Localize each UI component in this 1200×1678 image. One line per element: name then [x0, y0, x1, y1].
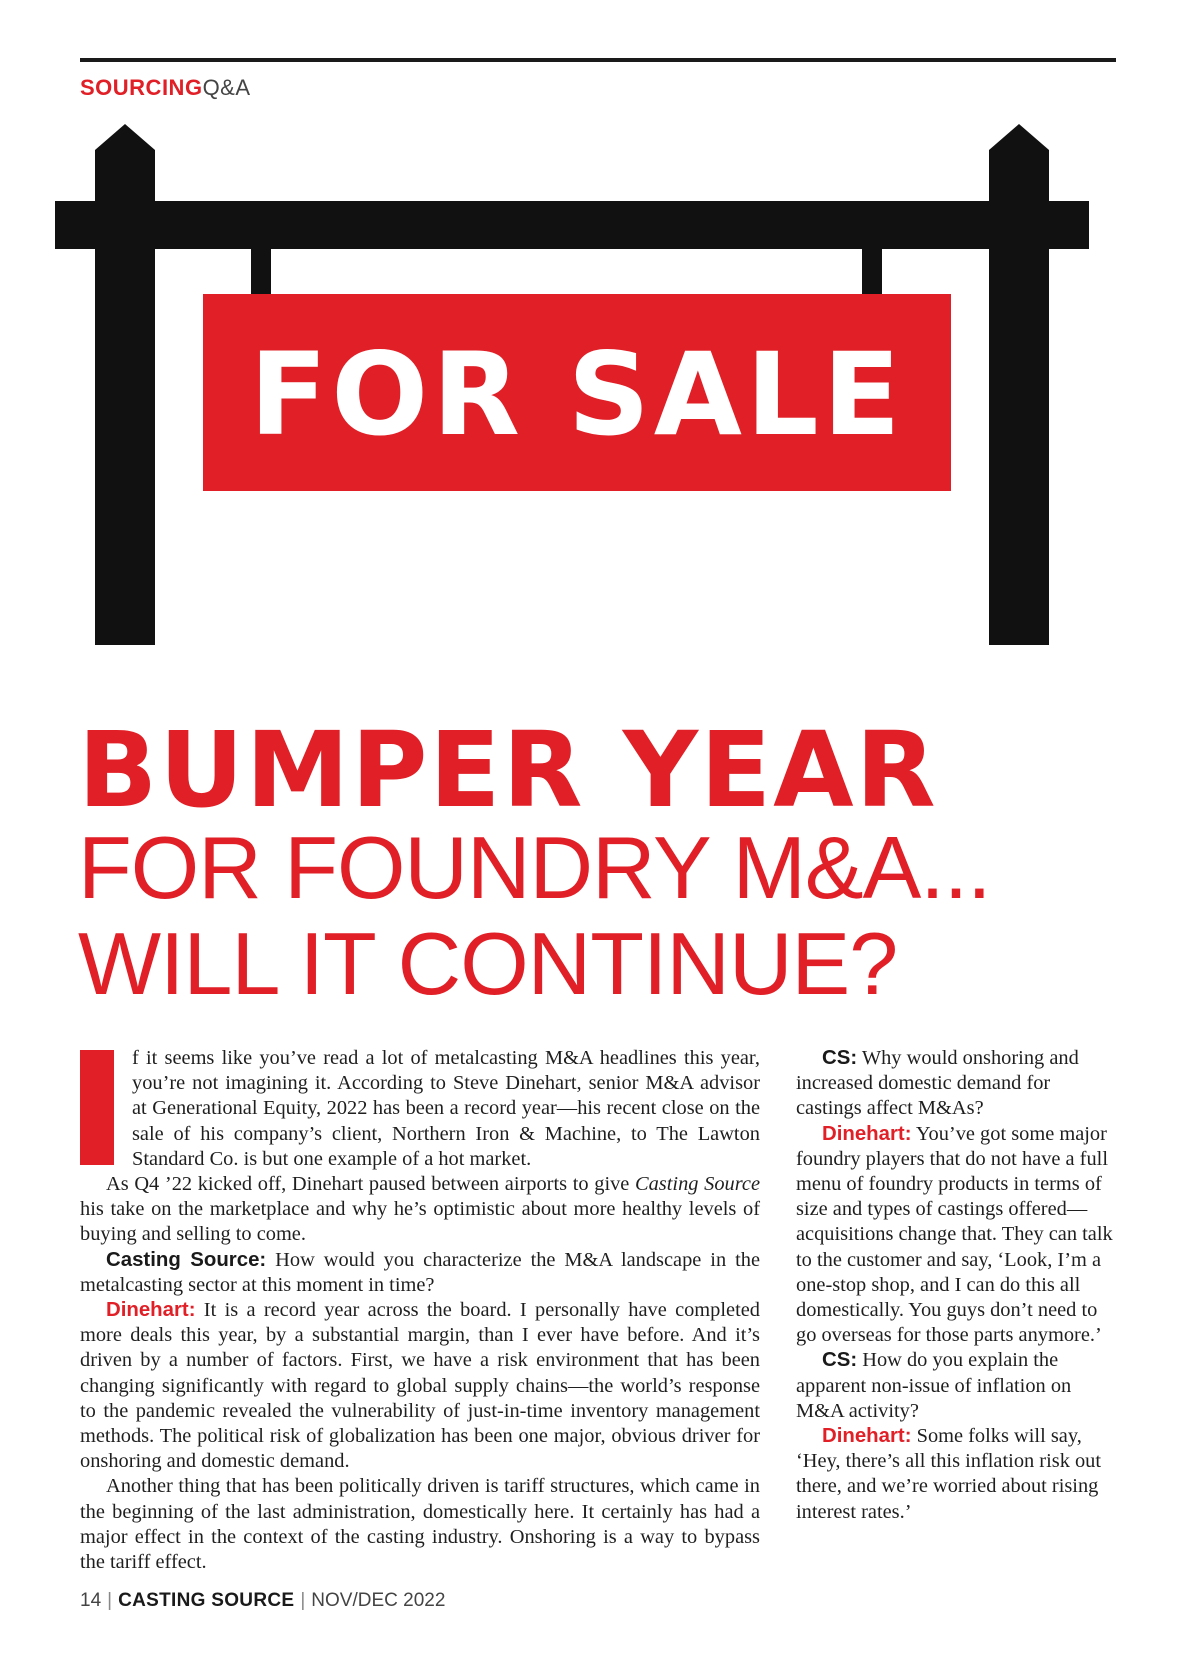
issue-date: NOV/DEC 2022 — [311, 1590, 446, 1611]
headline-line-2: FOR FOUNDRY M&A... — [78, 818, 991, 917]
answer-2-text: You’ve got some major foundry players that do not have a full menu of foundry products in terms of size and types of castings offered—acquisitions change that. They can talk to the customer and say, ‘Look, I’m a one-stop shop, and I can do this all domestically. You guys don’t need to go overseas for those parts anymore.’ — [796, 1122, 1113, 1347]
answer-3 — [796, 1424, 1118, 1525]
speaker-dinehart: Dinehart: — [822, 1122, 912, 1145]
speaker-dinehart: Dinehart: — [822, 1425, 912, 1448]
headline-line-1: BUMPER YEAR — [78, 709, 938, 831]
question-1 — [80, 1248, 760, 1298]
answer-1 — [80, 1298, 760, 1474]
headline — [78, 709, 1128, 1013]
speaker-cs: CS: — [822, 1047, 858, 1069]
speaker-casting-source: Casting Source: — [106, 1248, 267, 1271]
article-column-left — [80, 1046, 760, 1575]
drop-cap-bar — [80, 1050, 114, 1165]
question-3 — [796, 1348, 1118, 1424]
p2-text-b: his take on the marketplace and why he’s optimistic about more healthy levels of buying and selling to come. — [80, 1198, 760, 1246]
speaker-dinehart: Dinehart: — [106, 1299, 196, 1322]
page-footer — [80, 1590, 445, 1612]
left-hanger — [251, 249, 271, 297]
article-column-right — [796, 1046, 1118, 1525]
answer-3-text: Some folks will say, ‘Hey, there’s all this inflation risk out there, and we’re worried about rising interest rates.’ — [796, 1425, 1102, 1523]
speaker-cs: CS: — [822, 1349, 858, 1372]
intro-paragraph — [80, 1046, 760, 1172]
page-number: 14 — [80, 1590, 102, 1611]
footer-separator: | — [107, 1590, 113, 1611]
magazine-name: CASTING SOURCE — [118, 1590, 295, 1611]
question-2 — [796, 1046, 1118, 1122]
question-2-text: Why would onshoring and increased domestic demand for castings affect M&As? — [796, 1047, 1079, 1120]
crossbar — [55, 201, 1089, 249]
sign-text: FOR SALE — [249, 327, 905, 461]
paragraph-2 — [80, 1172, 760, 1248]
intro-text: f it seems like you’ve read a lot of metalcasting M&A headlines this year, you’re not imagining it. According to Steve Dinehart, senior M&A advisor at Generational Equity, 2022 has been a record year—his recent close on the sale of his company’s client, Northern Iron & Machine, to The Lawton Standard Co. is but one example of a hot market. — [132, 1047, 760, 1170]
p2-text-a: As Q4 ’22 kicked off, Dinehart paused between airports to give — [106, 1173, 636, 1196]
right-hanger — [862, 249, 882, 297]
footer-separator: | — [300, 1590, 306, 1611]
section-label-light: Q&A — [202, 75, 251, 100]
p2-magazine-name: Casting Source — [635, 1173, 760, 1196]
section-label-strong: SOURCING — [80, 75, 203, 100]
answer-2 — [796, 1122, 1118, 1349]
question-3-text: How do you explain the apparent non-issue of inflation on M&A activity? — [796, 1349, 1072, 1422]
paragraph-5: Another thing that has been politically driven is tariff structures, which came in the beginning of the last administration, domestically here. It certainly has had a major effect in the context of the casting industry. Onshoring is a way to bypass the tariff effect. — [80, 1475, 760, 1574]
answer-1-text: It is a record year across the board. I personally have completed more deals this year, by a substantial margin, than I ever have before. And it’s driven by a number of factors. First, we have a risk environment that has been changing significantly with regard to global supply chains—the world’s response to the pandemic revealed the vulnerability of just-in-time inventory management methods. The political risk of globalization has been one major, obvious driver for onshoring and domestic demand. — [80, 1299, 760, 1473]
question-1-text: How would you characterize the M&A landscape in the metalcasting sector at this moment in time? — [80, 1248, 760, 1296]
headline-line-3: WILL IT CONTINUE? — [78, 914, 898, 1013]
